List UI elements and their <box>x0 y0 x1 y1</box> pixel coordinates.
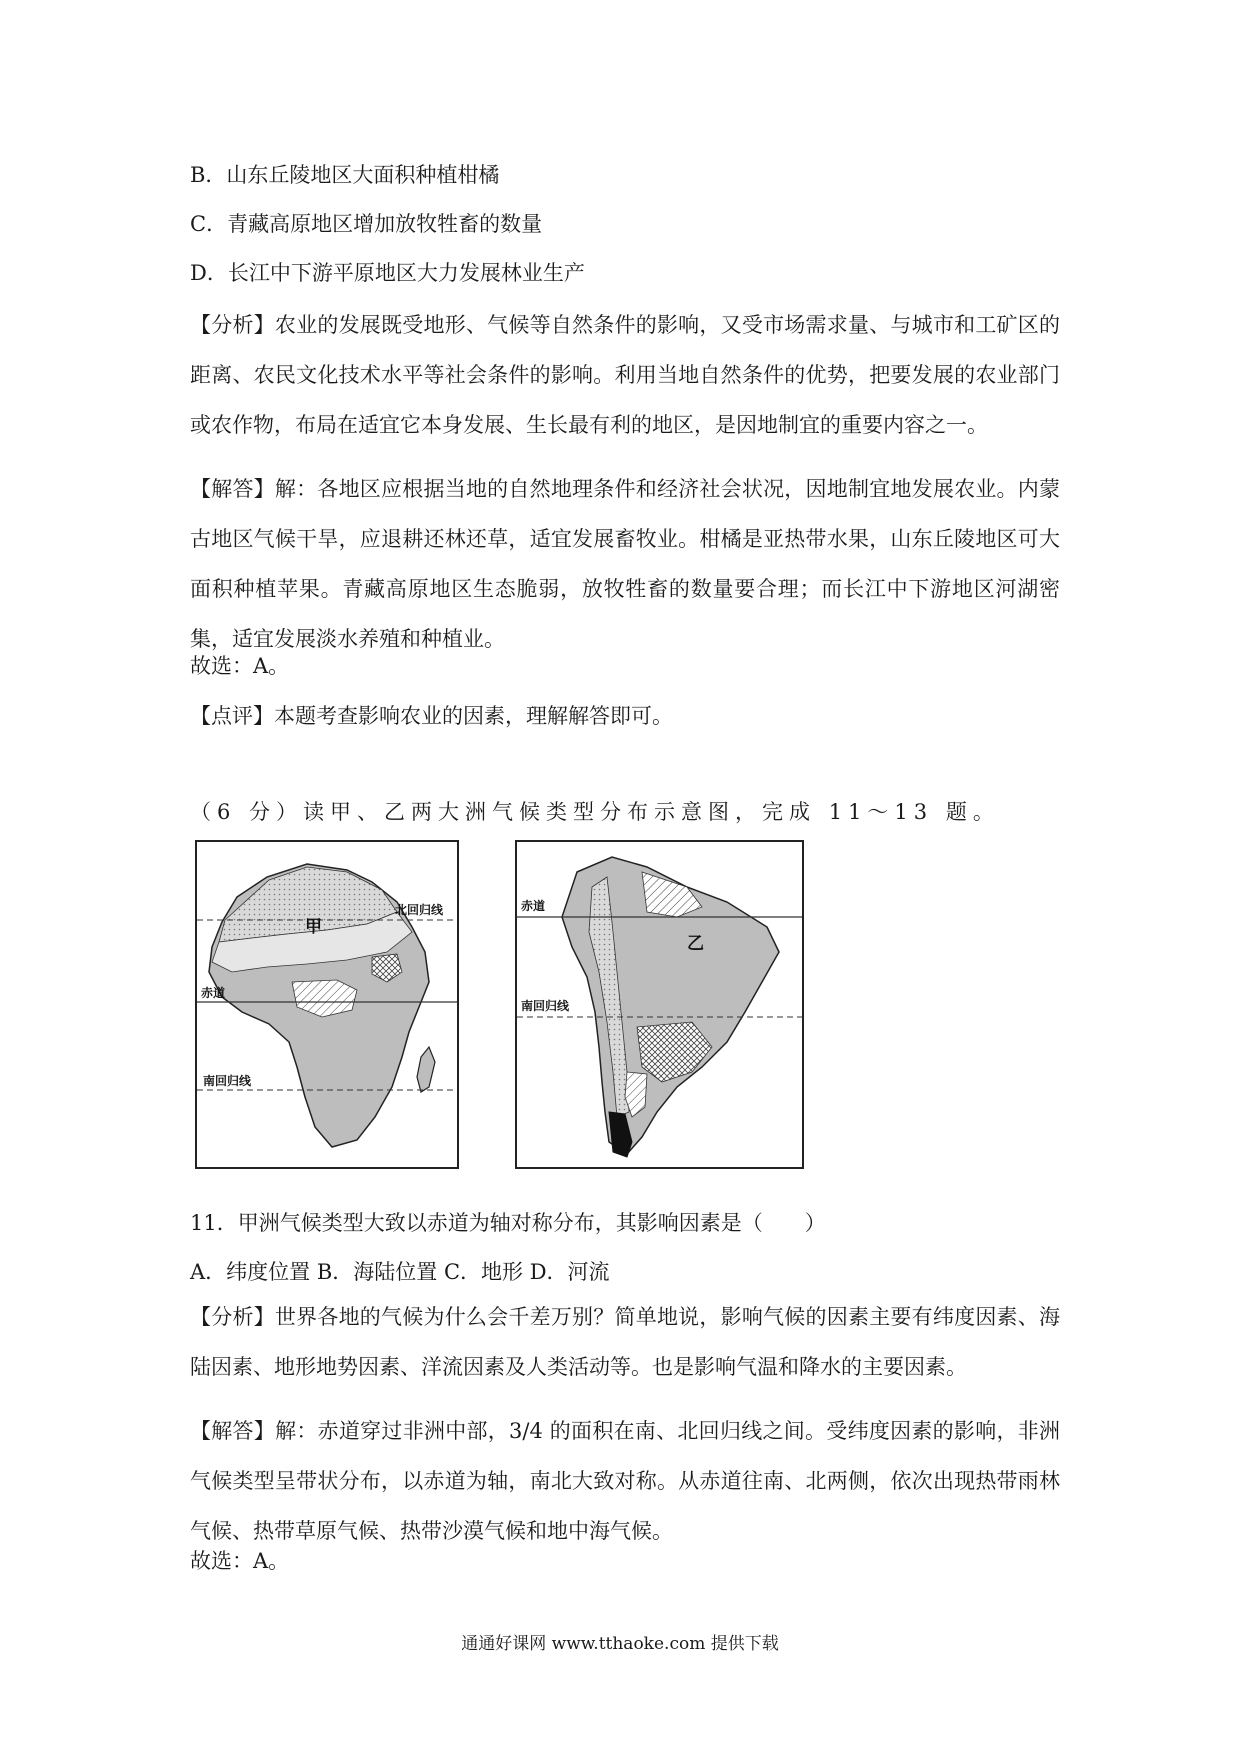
madagascar-outline <box>417 1047 435 1092</box>
label-equator-sa: 赤道 <box>521 899 546 913</box>
label-continent-yi: 乙 <box>687 934 704 954</box>
label-equator: 赤道 <box>201 986 226 1000</box>
option-c: C．青藏高原地区增加放牧牲畜的数量 <box>190 212 543 236</box>
prev-comment: 【点评】本题考查影响农业的因素，理解解答即可。 <box>190 704 673 728</box>
page-footer: 通通好课网 www.tthaoke.com 提供下载 <box>461 1634 779 1654</box>
prev-answer: 【解答】解：各地区应根据当地的自然地理条件和经济社会状况，因地制宜地发展农业。内蒙古地区气候干旱，应退耕还林还草，适宜发展畜牧业。柑橘是亚热带水果，山东丘陵地区可大面积种植苹果。青藏高原地区生态脆弱，放牧牲畜的数量要合理；而长江中下游地区河湖密集，适宜发展淡水养殖和种植业。 <box>190 477 1060 651</box>
q11-answer: 【解答】解：赤道穿过非洲中部，3/4 的面积在南、北回归线之间。受纬度因素的影响，非洲气候类型呈带状分布，以赤道为轴，南北大致对称。从赤道往南、北两侧，依次出现热带雨林气候、热带草原气候、热带沙漠气候和地中海气候。 <box>190 1419 1060 1543</box>
south-america-map-figure <box>517 842 802 1167</box>
label-tropic-south: 南回归线 <box>203 1074 252 1088</box>
q11-analysis: 【分析】世界各地的气候为什么会千差万别？简单地说，影响气候的因素主要有纬度因素、海陆因素、地形地势因素、洋流因素及人类活动等。也是影响气温和降水的主要因素。 <box>190 1305 1060 1379</box>
map-south-america <box>515 840 804 1169</box>
q11-options: A．纬度位置 B．海陆位置 C．地形 D．河流 <box>190 1260 610 1284</box>
prev-analysis: 【分析】农业的发展既受地形、气候等自然条件的影响，又受市场需求量、与城市和工矿区的距离、农民文化技术水平等社会条件的影响。利用当地自然条件的优势，把要发展的农业部门或农作物，布局在适宜它本身发展、生长最有利的地区，是因地制宜的重要内容之一。 <box>190 313 1060 437</box>
map-africa <box>195 840 459 1169</box>
q11-stem: 11．甲洲气候类型大致以赤道为轴对称分布，其影响因素是（ ） <box>190 1211 826 1235</box>
option-b: B．山东丘陵地区大面积种植柑橘 <box>190 163 500 187</box>
africa-map-figure <box>197 842 457 1167</box>
prev-choice: 故选：A。 <box>190 654 290 678</box>
q11-choice: 故选：A。 <box>190 1549 290 1573</box>
option-d: D．长江中下游平原地区大力发展林业生产 <box>190 261 585 285</box>
question-group-header: （6 分）读甲、乙两大洲气候类型分布示意图，完成 11～13 题。 <box>190 800 1000 824</box>
label-continent-jia: 甲 <box>305 917 322 937</box>
label-tropic-south-sa: 南回归线 <box>521 999 570 1013</box>
label-tropic-north: 北回归线 <box>395 903 444 917</box>
